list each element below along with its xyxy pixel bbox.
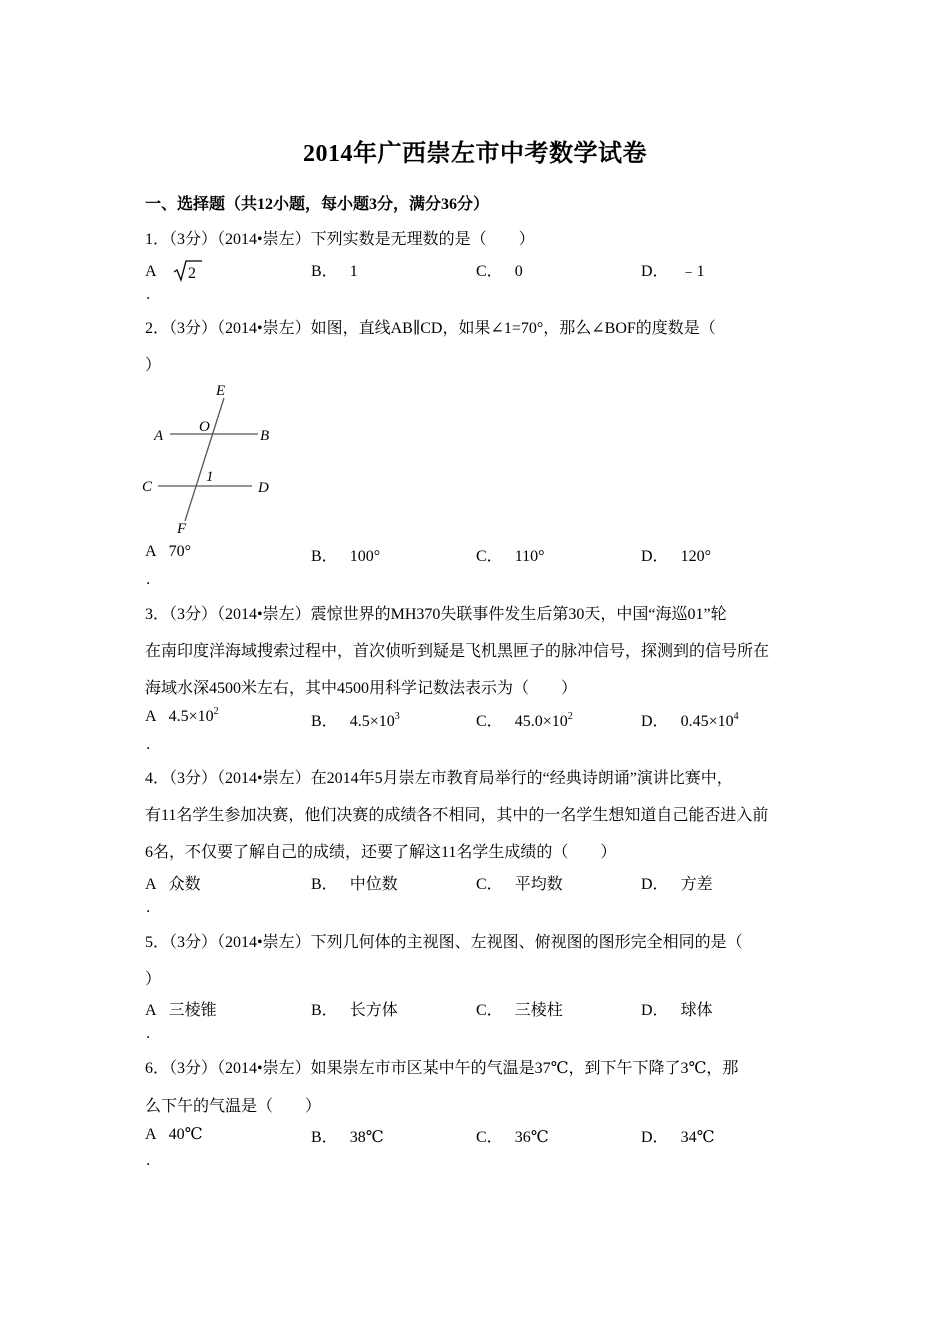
option-label: C． <box>476 1129 503 1146</box>
question-5-text-line-2: ） <box>145 971 162 988</box>
label-f: F <box>177 521 187 537</box>
q1-option-b <box>311 258 358 281</box>
option-exponent: 4 <box>733 711 739 722</box>
option-label: B． <box>311 548 338 565</box>
option-row-dot: ． <box>146 288 160 303</box>
option-value: 100° <box>349 548 381 565</box>
page-title: 2014年广西崇左市中考数学试卷 <box>303 141 647 167</box>
q5-option-b <box>311 997 398 1020</box>
q3-option-b <box>311 708 400 731</box>
q4-option-c <box>476 871 563 894</box>
question-6-text-line-2: 么下午的气温是（ ） <box>145 1098 322 1115</box>
q5-option-d <box>641 997 713 1020</box>
q5-option-c <box>476 997 563 1020</box>
radicand: 2 <box>187 265 196 282</box>
option-value: 4.5×10 <box>349 713 395 730</box>
parallel-lines-figure <box>140 378 290 538</box>
q6-option-b <box>311 1124 384 1147</box>
option-label: A <box>145 708 157 725</box>
option-label: B． <box>311 1129 338 1146</box>
label-c: C <box>142 479 153 495</box>
option-row-dot: ． <box>146 1027 160 1042</box>
option-row-dot: ． <box>146 573 160 588</box>
question-3-text-line-1: 3．（3分）（2014•崇左）震惊世界的MH370失联事件发生后第30天，中国“海巡01”轮 <box>145 606 727 623</box>
option-value: 45.0×10 <box>514 713 568 730</box>
option-value: 中位数 <box>349 876 398 893</box>
radical-sign-icon <box>173 258 203 282</box>
option-label: C． <box>476 263 503 280</box>
line-ef <box>185 398 224 521</box>
label-e: E <box>216 383 226 399</box>
option-label: C． <box>476 713 503 730</box>
option-label: A <box>145 543 157 560</box>
option-label: A <box>145 263 157 281</box>
question-4-text-line-1: 4．（3分）（2014•崇左）在2014年5月崇左市教育局举行的“经典诗朗诵”演讲比赛中， <box>145 770 733 787</box>
question-4-text-line-3: 6名，不仅要了解自己的成绩，还要了解这11名学生成绩的（ ） <box>145 844 617 861</box>
option-value: 1 <box>349 263 358 280</box>
option-label: B． <box>311 876 338 893</box>
q2-option-d <box>641 543 711 566</box>
question-1-text: 1．（3分）（2014•崇左）下列实数是无理数的是（ ） <box>145 231 535 248</box>
option-value: 0.45×10 <box>680 713 734 730</box>
q5-option-a <box>145 997 217 1020</box>
option-label: A <box>145 1002 157 1019</box>
q2-option-a <box>145 543 191 561</box>
question-3-text-line-2: 在南印度洋海域搜索过程中，首次侦听到疑是飞机黑匣子的脉冲信号，探测到的信号所在 <box>145 643 770 660</box>
label-d: D <box>258 480 269 496</box>
q3-option-d <box>641 708 739 731</box>
option-value: 38℃ <box>349 1129 384 1146</box>
label-a: A <box>154 428 164 444</box>
q3-option-c <box>476 708 573 731</box>
label-b: B <box>260 428 270 444</box>
question-5-text-line-1: 5．（3分）（2014•崇左）下列几何体的主视图、左视图、俯视图的图形完全相同的是（ <box>145 934 743 951</box>
question-4-text-line-2: 有11名学生参加决赛，他们决赛的成绩各不相同，其中的一名学生想知道自己能否进入前 <box>145 807 769 824</box>
option-label: B． <box>311 1002 338 1019</box>
label-o: O <box>199 419 210 435</box>
option-value: 34℃ <box>680 1129 715 1146</box>
option-value: 方差 <box>680 876 713 893</box>
label-angle-1: 1 <box>206 469 214 485</box>
option-row-dot: ． <box>146 738 160 753</box>
option-value: 4.5×10 <box>168 708 214 725</box>
option-value: 球体 <box>680 1002 713 1019</box>
option-label: D． <box>641 713 669 730</box>
option-value: 众数 <box>168 876 201 893</box>
q6-option-a <box>145 1124 202 1144</box>
option-value: 70° <box>168 543 191 560</box>
option-value: 0 <box>514 263 523 280</box>
option-label: B． <box>311 263 338 280</box>
q6-option-c <box>476 1124 549 1147</box>
option-label: C． <box>476 548 503 565</box>
option-label: D． <box>641 548 669 565</box>
question-6-text-line-1: 6．（3分）（2014•崇左）如果崇左市市区某中午的气温是37℃，到下午下降了3℃，那 <box>145 1060 739 1077</box>
option-label: A <box>145 876 157 893</box>
option-exponent: 2 <box>213 706 219 717</box>
option-value: 长方体 <box>349 1002 398 1019</box>
q1-option-a <box>145 258 203 287</box>
option-value: 40℃ <box>168 1126 203 1143</box>
q3-option-a <box>145 708 219 726</box>
q4-option-d <box>641 871 713 894</box>
option-value: 三棱锥 <box>168 1002 217 1019</box>
option-value: 36℃ <box>514 1129 549 1146</box>
option-value: 120° <box>680 548 711 565</box>
q4-option-b <box>311 871 398 894</box>
option-value: 三棱柱 <box>514 1002 563 1019</box>
option-value: 110° <box>514 548 545 565</box>
option-label: A <box>145 1126 157 1143</box>
option-label: D． <box>641 263 669 280</box>
option-label: D． <box>641 1129 669 1146</box>
section-heading: 一、选择题（共12小题，每小题3分，满分36分） <box>145 196 490 213</box>
option-label: C． <box>476 1002 503 1019</box>
q2-option-b <box>311 543 380 566</box>
q6-option-d <box>641 1124 714 1147</box>
option-label: D． <box>641 1002 669 1019</box>
option-row-dot: ． <box>146 901 160 916</box>
question-2-text-line-1: 2．（3分）（2014•崇左）如图，直线AB∥CD，如果∠1=70°，那么∠BOF的度数是（ <box>145 320 716 337</box>
q1-option-d <box>641 258 705 281</box>
q2-option-c <box>476 543 545 566</box>
question-2-text-line-2: ） <box>145 357 162 374</box>
option-label: B． <box>311 713 338 730</box>
sqrt-two <box>173 258 203 287</box>
q1-option-c <box>476 258 523 281</box>
question-3-text-line-3: 海域水深4500米左右，其中4500用科学记数法表示为（ ） <box>145 680 578 697</box>
option-exponent: 3 <box>394 711 400 722</box>
option-exponent: 2 <box>567 711 573 722</box>
option-value: ﹣1 <box>680 263 705 280</box>
option-label: C． <box>476 876 503 893</box>
option-value: 平均数 <box>514 876 563 893</box>
q4-option-a <box>145 871 201 894</box>
option-label: D． <box>641 876 669 893</box>
option-row-dot: ． <box>146 1154 160 1169</box>
